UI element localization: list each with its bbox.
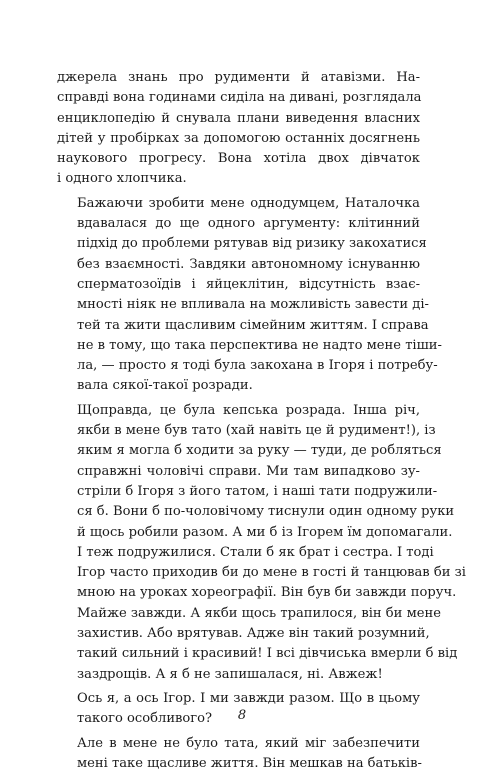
text-line: справжні чоловічі справи. Ми там випадково зу-: [77, 463, 420, 479]
paragraph-1: [57, 68, 420, 190]
text-line: не в тому, що така перспектива не надто мене тіши-: [77, 337, 442, 353]
text-line: яким я могла б ходити за руку — туди, де робляться: [77, 443, 442, 459]
text-line: справді вона годинами сиділа на дивані, розглядала: [57, 90, 422, 106]
text-line: стріли б Ігоря з його татом, і наші тати подружили-: [77, 483, 438, 499]
text-line: Ігор часто приходив би до мене в гості й танцював би зі: [77, 565, 466, 581]
text-line: джерела знань про рудименти й атавізми. На-: [57, 70, 420, 85]
text-line: вдавалася до ще одного аргументу: клітинний: [77, 216, 420, 232]
text-line: якби в мене був тато (хай навіть це й рудимент!), із: [77, 423, 436, 439]
text-line: і одного хлопчика.: [57, 171, 187, 187]
text-line: й щось робили разом. А ми б із Ігорем їм допомагали.: [77, 524, 453, 540]
text-line: Але в мене не було тата, який міг забезпечити: [77, 735, 420, 751]
text-line: заздрощів. А я б не запишалася, ні. Авжеж!: [77, 666, 383, 682]
text-line: захистив. Або врятував. Адже він такий розумний,: [77, 626, 430, 642]
text-line: Ось я, а ось Ігор. І ми завжди разом. Що в цьому: [77, 690, 420, 706]
text-line: сперматозоїдів і яйцеклітин, відсутність взає-: [77, 276, 420, 292]
text-line: ся б. Вони б по-чоловічому тиснули один одному руки: [77, 504, 455, 520]
text-line: Щоправда, це була кепська розрада. Інша річ,: [77, 402, 420, 418]
text-line: ла, — просто я тоді була закохана в Ігоря і потребу-: [77, 358, 438, 374]
text-line: тей та жити щасливим сімейним життям. І справа: [77, 317, 429, 333]
paragraph-3: [57, 401, 466, 685]
text-line: вала сякої-такої розради.: [77, 378, 253, 394]
text-line: мною на уроках хореографії. Він був би завжди поруч.: [77, 585, 457, 601]
text-line: такого особливого?: [77, 711, 213, 727]
text-line: дітей у пробірках за допомогою останніх досягнень: [57, 130, 420, 146]
text-line: Бажаючи зробити мене однодумцем, Наталочка: [77, 195, 420, 211]
body-text: [57, 68, 466, 778]
text-line: наукового прогресу. Вона хотіла двох дівчаток: [57, 151, 420, 167]
text-line: мені таке щасливе життя. Він мешкав на батьків-: [77, 755, 422, 771]
page-number: 8: [237, 708, 247, 723]
text-line: такий сильний і красивий! І всі дівчиська вмерли б від: [77, 646, 458, 662]
paragraph-2: [57, 194, 442, 397]
paragraph-5: [57, 734, 420, 775]
text-line: І теж подружилися. Стали б як брат і сестра. І тоді: [77, 544, 434, 560]
text-line: Майже завжди. А якби щось трапилося, він би мене: [77, 605, 441, 621]
text-line: енциклопедію й снувала плани виведення власних: [57, 110, 420, 126]
text-line: підхід до проблеми рятував від ризику закохатися: [77, 236, 427, 252]
text-line: без взаємності. Завдяки автономному існуванню: [77, 256, 420, 272]
text-line: мності ніяк не впливала на можливість завести ді-: [77, 297, 429, 313]
